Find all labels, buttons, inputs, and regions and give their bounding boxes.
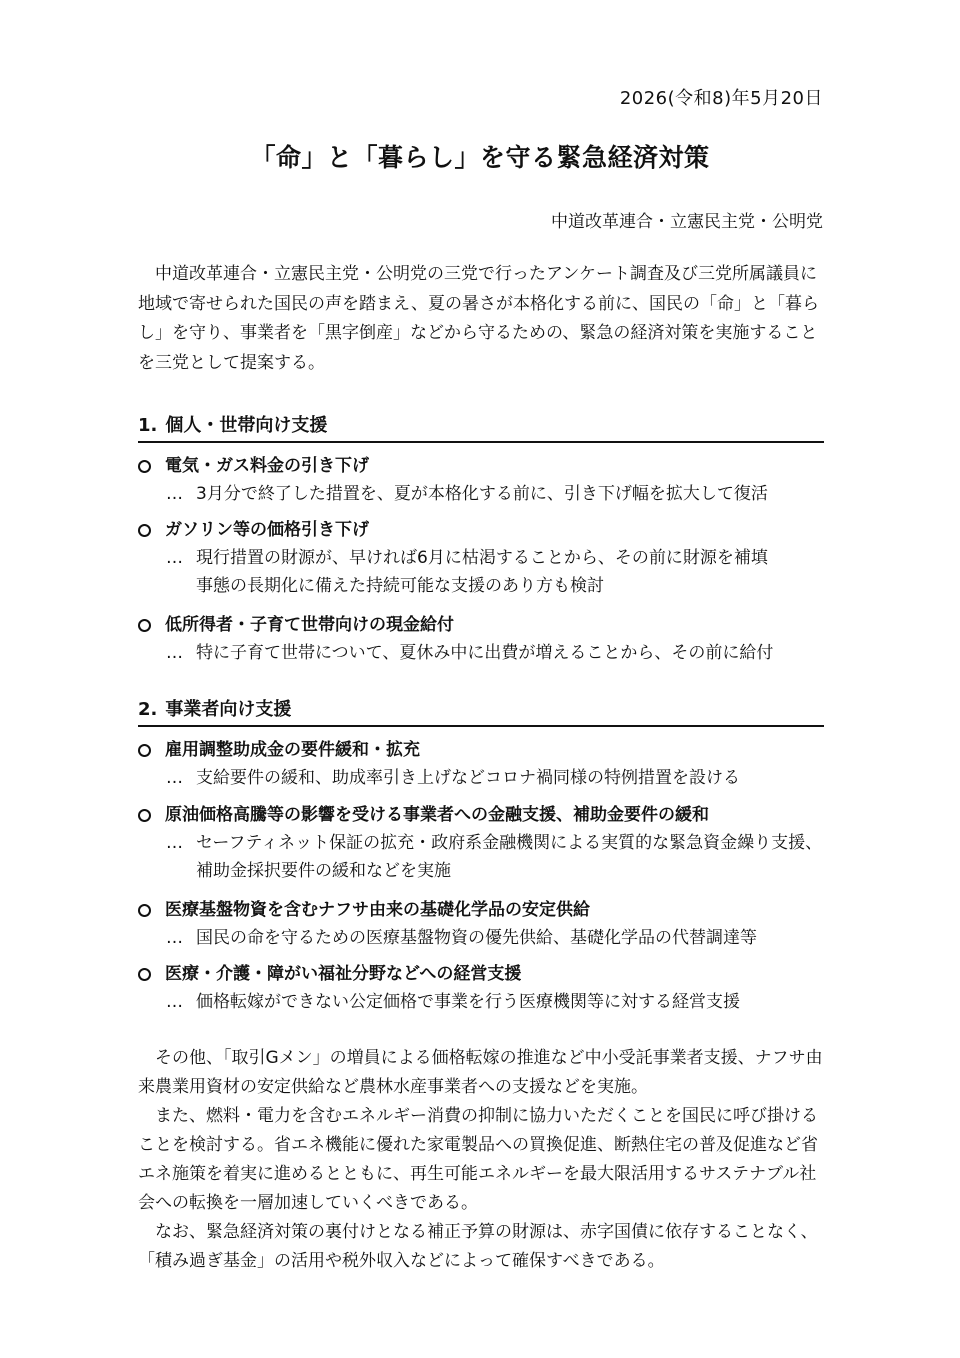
item-detail-line: 現行措置の財源が、早ければ6月に枯渇することから、その前に財源を補填: [196, 548, 768, 568]
intro-paragraph: 中道改革連合・立憲民主党・公明党の三党で行ったアンケート調査及び三党所属議員に地域で寄せられた国民の声を踏まえ、夏の暑さが本格化する前に、国民の「命」と「暮らし」を守り、事業者を「黒字倒産」などから守るための、緊急の経済対策を実施することを三党として提案する。: [138, 264, 820, 373]
item-detail-line: 特に子育て世帯について、夏休み中に出費が増えることから、その前に給付: [196, 643, 774, 663]
item-title: ガソリン等の価格引き下げ: [165, 520, 369, 540]
section-1-number: 1.: [138, 415, 158, 436]
item-detail-line: 事態の長期化に備えた持続可能な支援のあり方も検討: [196, 576, 604, 596]
section-2-number: 2.: [138, 699, 158, 720]
bullet-circle-icon: [138, 460, 151, 473]
bullet-circle-icon: [138, 968, 151, 981]
item-title: 雇用調整助成金の要件緩和・拡充: [165, 740, 420, 760]
section-2-item-2: [138, 801, 838, 885]
item-detail-line: 支給要件の緩和、助成率引き上げなどコロナ禍同様の特例措置を設ける: [196, 768, 740, 788]
section-2-item-3: [138, 896, 838, 952]
item-detail-line: 3月分で終了した措置を、夏が本格化する前に、引き下げ幅を拡大して復活: [196, 484, 768, 504]
item-detail-line: 価格転嫁ができない公定価格で事業を行う医療機関等に対する経営支援: [196, 992, 740, 1012]
document-date: 2026(令和8)年5月20日: [619, 88, 823, 109]
closing-paragraphs: [138, 1044, 828, 1276]
bullet-circle-icon: [138, 744, 151, 757]
closing-paragraph-3: なお、緊急経済対策の裏付けとなる補正予算の財源は、赤字国債に依存することなく、「積み過ぎ基金」の活用や税外収入などによって確保すべきである。: [138, 1222, 818, 1271]
item-title: 電気・ガス料金の引き下げ: [165, 456, 369, 476]
document-title: 「命」と「暮らし」を守る緊急経済対策: [250, 143, 710, 172]
section-1-item-3: [138, 611, 838, 667]
item-detail-line: 国民の命を守るための医療基盤物資の優先供給、基礎化学品の代替調達等: [196, 928, 757, 948]
ellipsis-icon: …: [166, 643, 182, 663]
section-1-item-2: [138, 516, 838, 600]
ellipsis-icon: …: [166, 484, 182, 504]
section-1-item-1: [138, 452, 838, 508]
item-title: 医療・介護・障がい福祉分野などへの経営支援: [165, 964, 522, 984]
bullet-circle-icon: [138, 809, 151, 822]
section-2-title: 事業者向け支援: [165, 699, 292, 720]
document-authors: 中道改革連合・立憲民主党・公明党: [551, 212, 823, 232]
section-1-title: 個人・世帯向け支援: [165, 415, 328, 436]
bullet-circle-icon: [138, 904, 151, 917]
section-1-heading: [138, 414, 824, 443]
ellipsis-icon: …: [166, 992, 182, 1012]
ellipsis-icon: …: [166, 928, 182, 948]
bullet-circle-icon: [138, 619, 151, 632]
item-detail-line: セーフティネット保証の拡充・政府系金融機関による実質的な緊急資金繰り支援、: [196, 833, 823, 853]
section-2-item-1: [138, 736, 838, 792]
closing-paragraph-1: その他、「取引Gメン」の増員による価格転嫁の推進など中小受託事業者支援、ナフサ由来農業用資材の安定供給など農林水産事業者への支援などを実施。: [138, 1048, 823, 1097]
ellipsis-icon: …: [166, 768, 182, 788]
section-2-heading: [138, 698, 824, 727]
ellipsis-icon: …: [166, 833, 182, 853]
closing-paragraph-2: また、燃料・電力を含むエネルギー消費の抑制に協力いただくことを国民に呼び掛けることを検討する。省エネ機能に優れた家電製品への買換促進、断熱住宅の普及促進など省エネ施策を着実に進めるとともに、再生可能エネルギーを最大限活用するサステナブル社会への転換を一層加速していくべきである。: [138, 1106, 818, 1213]
bullet-circle-icon: [138, 524, 151, 537]
ellipsis-icon: …: [166, 548, 182, 568]
item-title: 原油価格高騰等の影響を受ける事業者への金融支援、補助金要件の緩和: [165, 805, 709, 825]
section-2-item-4: [138, 960, 838, 1016]
item-detail-line: 補助金採択要件の緩和などを実施: [196, 861, 451, 881]
item-title: 低所得者・子育て世帯向けの現金給付: [165, 615, 454, 635]
item-title: 医療基盤物資を含むナフサ由来の基礎化学品の安定供給: [165, 900, 590, 920]
